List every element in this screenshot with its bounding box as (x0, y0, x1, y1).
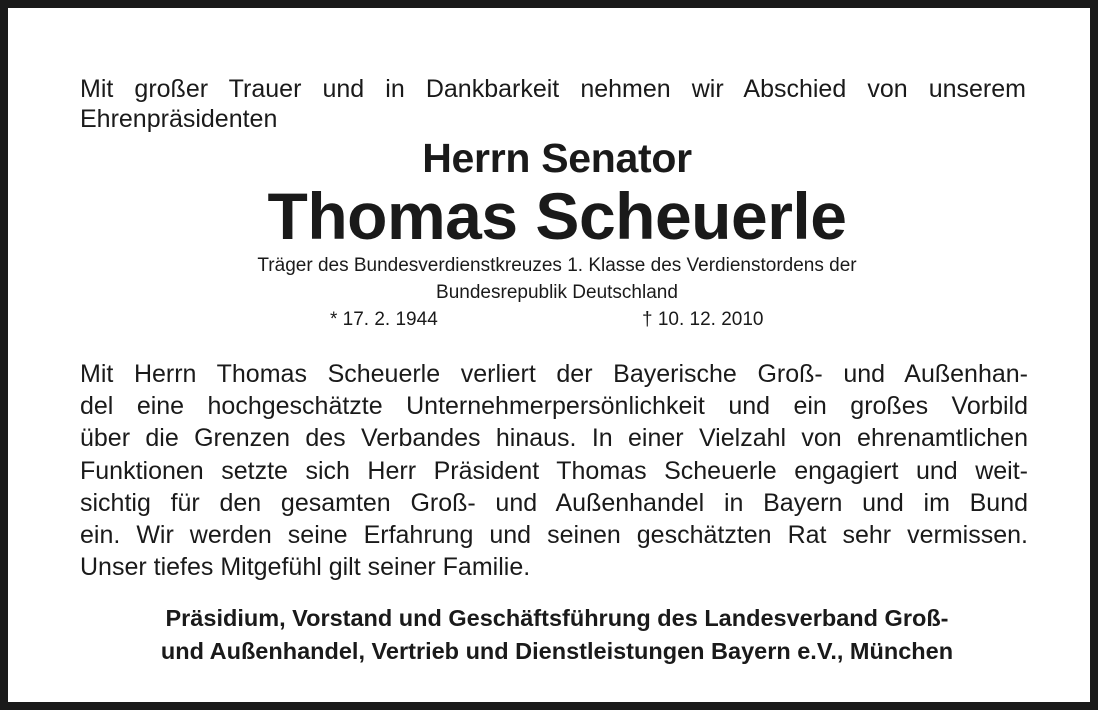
death-date: † 10. 12. 2010 (642, 309, 764, 330)
tribute-line-4: Funktionen setzte sich Herr Präsident Thomas Scheuerle engagiert und weit- (80, 456, 1028, 485)
birth-date: * 17. 2. 1944 (330, 309, 438, 330)
tribute-line-2: del eine hochgeschätzte Unternehmerpersönlichkeit und ein großes Vorbild (80, 392, 1028, 421)
tribute-line-5: sichtig für den gesamten Groß- und Außenhandel in Bayern und im Bund (80, 488, 1028, 517)
signature-line-2: und Außenhandel, Vertrieb und Dienstleistungen Bayern e.V., München (160, 638, 954, 664)
honour-text (16, 252, 1098, 306)
tribute-paragraph (80, 358, 1028, 583)
honour-line-2: Bundesrepublik Deutschland (436, 282, 678, 303)
tribute-line-6: ein. Wir werden seine Erfahrung und seinen geschätzten Rat sehr vermissen. (80, 521, 1028, 550)
signature-line-1: Präsidium, Vorstand und Geschäftsführung des Landesverband Groß- (165, 605, 949, 631)
signature-block (16, 602, 1098, 668)
deceased-name: Thomas Scheuerle (267, 179, 847, 253)
tribute-line-3: über die Grenzen des Verbandes hinaus. In einer Vielzahl von ehrenamtlichen (80, 424, 1028, 453)
tribute-line-1: Mit Herrn Thomas Scheuerle verliert der Bayerische Groß- und Außenhan- (80, 360, 1028, 388)
intro-line-2: Ehrenpräsidenten (80, 105, 278, 133)
intro-text (80, 74, 1026, 134)
intro-line-1: Mit großer Trauer und in Dankbarkeit nehmen wir Abschied von unserem (80, 75, 1026, 103)
tribute-line-7: Unser tiefes Mitgefühl gilt seiner Familie. (80, 553, 531, 582)
honorific-title: Herrn Senator (422, 135, 692, 181)
honour-line-1: Träger des Bundesverdienstkreuzes 1. Klasse des Verdienstordens der (257, 255, 857, 276)
